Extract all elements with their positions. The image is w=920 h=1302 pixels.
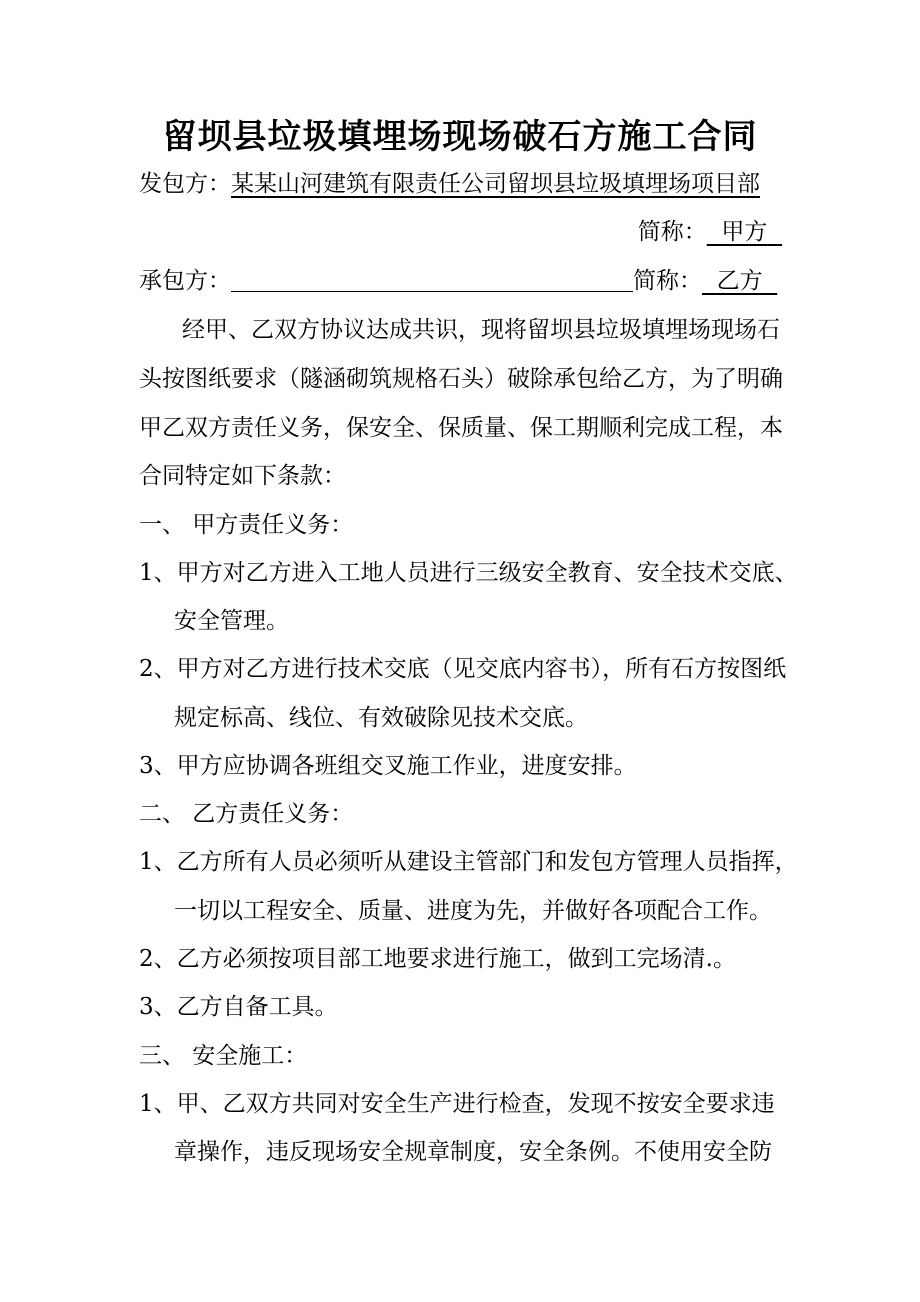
section-1-heading: 一、 甲方责任义务：	[139, 512, 354, 538]
s2-item-1-line-1: 1、乙方所有人员必须听从建设主管部门和发包方管理人员指挥，	[139, 849, 798, 875]
s3-item-1-line-2: 章操作，违反现场安全规章制度，安全条例。不使用安全防	[174, 1139, 772, 1165]
section-2-heading: 二、 乙方责任义务：	[139, 801, 354, 827]
s1-item-2-line-2: 规定标高、线位、有效破除见技术交底。	[174, 705, 588, 731]
s2-item-1-line-2: 一切以工程安全、质量、进度为先，并做好各项配合工作。	[174, 898, 772, 924]
party-a-name: 某某山河建筑有限责任公司留坝县垃圾填埋场项目部	[231, 171, 760, 197]
s2-item-2: 2、乙方必须按项目部工地要求进行施工，做到工完场清.。	[139, 946, 736, 972]
intro-line-4: 合同特定如下条款：	[139, 463, 346, 489]
party-a-line	[139, 169, 799, 199]
intro-line-2: 头按图纸要求（隧涵砌筑规格石头）破除承包给乙方，为了明确	[139, 366, 783, 392]
party-a-short-line	[139, 217, 782, 247]
party-b-line	[139, 266, 782, 296]
party-b-short-label: 简称：	[633, 268, 702, 294]
s1-item-1-line-2: 安全管理。	[174, 608, 289, 634]
party-a-short-label: 简称：	[637, 219, 707, 245]
section-3-heading: 三、 安全施工：	[139, 1043, 308, 1069]
s1-item-2-line-1: 2、甲方对乙方进行技术交底（见交底内容书），所有石方按图纸	[139, 656, 787, 682]
intro-line-3: 甲乙双方责任义务，保安全、保质量、保工期顺利完成工程，本	[139, 415, 783, 441]
party-b-label: 承包方：	[139, 268, 231, 294]
s1-item-1-line-1: 1、甲方对乙方进入工地人员进行三级安全教育、安全技术交底、	[139, 560, 798, 586]
party-a-label: 发包方：	[139, 171, 231, 197]
s3-item-1-line-1: 1、甲、乙双方共同对安全生产进行检查，发现不按安全要求违	[139, 1091, 775, 1117]
s1-item-3: 3、甲方应协调各班组交叉施工作业，进度安排。	[139, 753, 637, 779]
party-b-name-blank	[231, 267, 633, 292]
intro-line-1: 经甲、乙双方协议达成共识，现将留坝县垃圾填埋场现场石	[182, 317, 780, 343]
party-b-short-value: 乙方	[716, 268, 763, 294]
party-a-short-value: 甲方	[721, 219, 768, 245]
s2-item-3: 3、乙方自备工具。	[139, 994, 338, 1020]
document-title: 留坝县垃圾填埋场现场破石方施工合同	[162, 117, 758, 157]
